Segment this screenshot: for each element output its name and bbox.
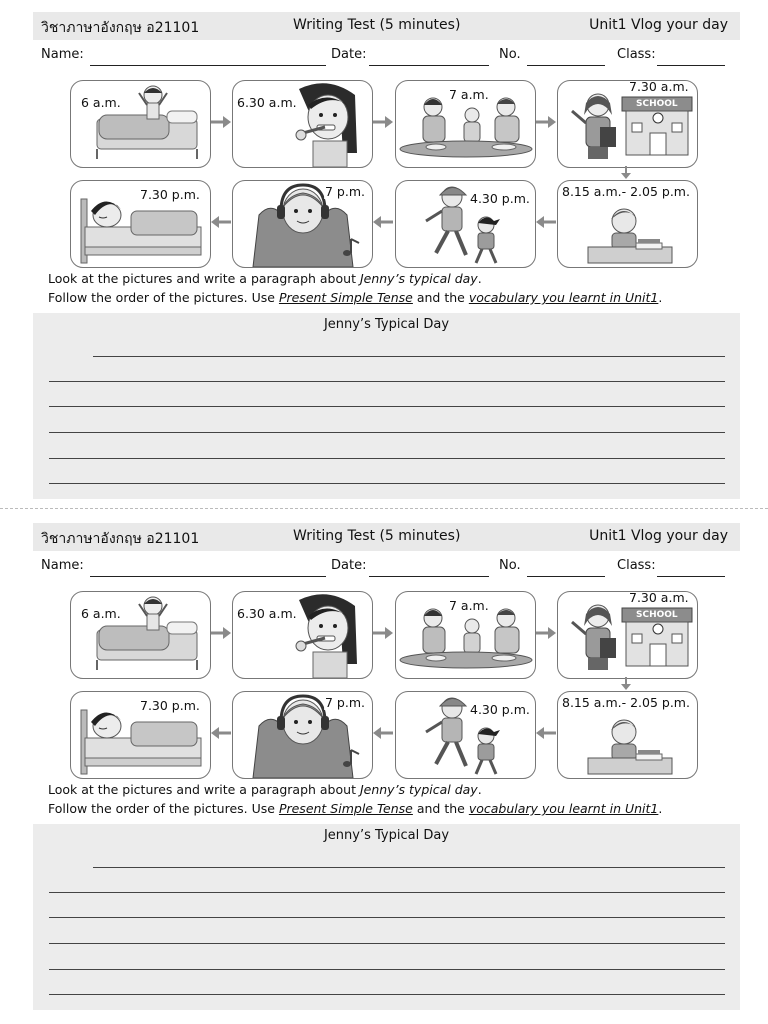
school-sign: SCHOOL xyxy=(636,610,678,620)
instruction-text: Follow the order of the pictures. Use xyxy=(48,290,279,305)
time-label: 7.30 a.m. xyxy=(629,591,689,605)
name-label: Name: xyxy=(41,47,84,62)
instruction-emphasis: Jenny’s typical day xyxy=(359,271,478,286)
worksheet-copy-1 xyxy=(0,0,768,505)
instruction-line-1 xyxy=(48,271,482,286)
class-label: Class: xyxy=(617,558,656,573)
writing-line[interactable] xyxy=(49,406,725,407)
time-label: 8.15 a.m.- 2.05 p.m. xyxy=(562,695,690,710)
writing-line[interactable] xyxy=(93,867,725,868)
school-sign: SCHOOL xyxy=(636,99,678,109)
arrow-left-icon xyxy=(535,214,557,230)
name-field[interactable] xyxy=(90,65,326,66)
panel-wake-up xyxy=(70,80,211,168)
instruction-text: . xyxy=(477,782,482,797)
worksheet-header xyxy=(33,12,740,40)
time-label: 7 p.m. xyxy=(325,695,365,710)
time-label: 6.30 a.m. xyxy=(237,606,297,621)
panel-breakfast xyxy=(395,591,536,679)
writing-line[interactable] xyxy=(93,356,725,357)
subject-code: วิชาภาษาอังกฤษ อ21101 xyxy=(41,531,200,547)
instruction-text: and the xyxy=(412,801,469,816)
instruction-text: Follow the order of the pictures. Use xyxy=(48,801,279,816)
panel-play-outside xyxy=(395,180,536,268)
name-label: Name: xyxy=(41,558,84,573)
instruction-text: . xyxy=(658,801,663,816)
instruction-emphasis: vocabulary you learnt in Unit1 xyxy=(468,290,659,305)
panel-brush-teeth xyxy=(232,80,373,168)
panel-play-outside xyxy=(395,691,536,779)
instruction-text: Look at the pictures and write a paragraph about xyxy=(48,271,360,286)
panel-brush-teeth xyxy=(232,591,373,679)
name-field[interactable] xyxy=(90,576,326,577)
instruction-line-1 xyxy=(48,782,482,797)
brushing-teeth-icon xyxy=(233,81,372,167)
writing-line[interactable] xyxy=(49,381,725,382)
arrow-left-icon xyxy=(210,214,232,230)
date-label: Date: xyxy=(331,47,367,62)
panel-study xyxy=(557,691,698,779)
panel-wake-up xyxy=(70,591,211,679)
panel-go-to-school xyxy=(557,591,698,679)
time-label: 7 p.m. xyxy=(325,184,365,199)
arrow-left-icon xyxy=(372,725,394,741)
writing-line[interactable] xyxy=(49,458,725,459)
arrow-right-icon xyxy=(535,114,557,130)
writing-title: Jenny’s Typical Day xyxy=(323,317,450,332)
class-field[interactable] xyxy=(657,576,725,577)
time-label: 4.30 p.m. xyxy=(470,191,530,206)
time-label: 8.15 a.m.- 2.05 p.m. xyxy=(562,184,690,199)
instruction-emphasis: Present Simple Tense xyxy=(278,801,413,816)
brushing-teeth-icon xyxy=(233,592,372,678)
arrow-down-icon xyxy=(620,677,632,691)
panel-go-to-school xyxy=(557,80,698,168)
time-label: 6 a.m. xyxy=(81,606,121,621)
time-label: 4.30 p.m. xyxy=(470,702,530,717)
date-field[interactable] xyxy=(369,65,489,66)
instruction-text: Look at the pictures and write a paragraph about xyxy=(48,782,360,797)
writing-line[interactable] xyxy=(49,994,725,995)
worksheet-header xyxy=(33,523,740,551)
time-label: 7.30 p.m. xyxy=(140,187,200,202)
time-label: 7.30 p.m. xyxy=(140,698,200,713)
arrow-right-icon xyxy=(372,625,394,641)
test-title: Writing Test (5 minutes) xyxy=(293,528,461,544)
number-field[interactable] xyxy=(527,576,605,577)
worksheet-copy-2 xyxy=(0,511,768,1016)
instruction-line-2 xyxy=(48,290,662,305)
instruction-emphasis: Present Simple Tense xyxy=(278,290,413,305)
arrow-right-icon xyxy=(210,625,232,641)
instruction-text: and the xyxy=(412,290,469,305)
test-title: Writing Test (5 minutes) xyxy=(293,17,461,33)
writing-line[interactable] xyxy=(49,943,725,944)
class-field[interactable] xyxy=(657,65,725,66)
subject-code: วิชาภาษาอังกฤษ อ21101 xyxy=(41,20,200,36)
instruction-line-2 xyxy=(48,801,662,816)
panel-sleep xyxy=(70,691,211,779)
arrow-left-icon xyxy=(372,214,394,230)
arrow-left-icon xyxy=(535,725,557,741)
panel-music xyxy=(232,180,373,268)
time-label: 6.30 a.m. xyxy=(237,95,297,110)
time-label: 7.30 a.m. xyxy=(629,80,689,94)
arrow-right-icon xyxy=(210,114,232,130)
panel-music xyxy=(232,691,373,779)
cut-line xyxy=(0,508,768,509)
writing-area xyxy=(33,824,740,1010)
instruction-text: . xyxy=(477,271,482,286)
time-label: 7 a.m. xyxy=(449,598,489,613)
waking-up-in-bed-icon xyxy=(71,81,210,167)
number-label: No. xyxy=(499,47,521,62)
time-label: 7 a.m. xyxy=(449,87,489,102)
date-field[interactable] xyxy=(369,576,489,577)
number-label: No. xyxy=(499,558,521,573)
writing-line[interactable] xyxy=(49,917,725,918)
waking-up-in-bed-icon xyxy=(71,592,210,678)
panel-sleep xyxy=(70,180,211,268)
instruction-emphasis: Jenny’s typical day xyxy=(359,782,478,797)
instruction-text: . xyxy=(658,290,663,305)
writing-line[interactable] xyxy=(49,892,725,893)
class-label: Class: xyxy=(617,47,656,62)
arrow-left-icon xyxy=(210,725,232,741)
unit-title: Unit1 Vlog your day xyxy=(589,17,728,33)
writing-title: Jenny’s Typical Day xyxy=(323,828,450,843)
instruction-emphasis: vocabulary you learnt in Unit1 xyxy=(468,801,659,816)
number-field[interactable] xyxy=(527,65,605,66)
writing-line[interactable] xyxy=(49,432,725,433)
arrow-right-icon xyxy=(372,114,394,130)
time-label: 6 a.m. xyxy=(81,95,121,110)
writing-line[interactable] xyxy=(49,483,725,484)
arrow-right-icon xyxy=(535,625,557,641)
writing-line[interactable] xyxy=(49,969,725,970)
panel-study xyxy=(557,180,698,268)
writing-area xyxy=(33,313,740,499)
arrow-down-icon xyxy=(620,166,632,180)
unit-title: Unit1 Vlog your day xyxy=(589,528,728,544)
panel-breakfast xyxy=(395,80,536,168)
date-label: Date: xyxy=(331,558,367,573)
